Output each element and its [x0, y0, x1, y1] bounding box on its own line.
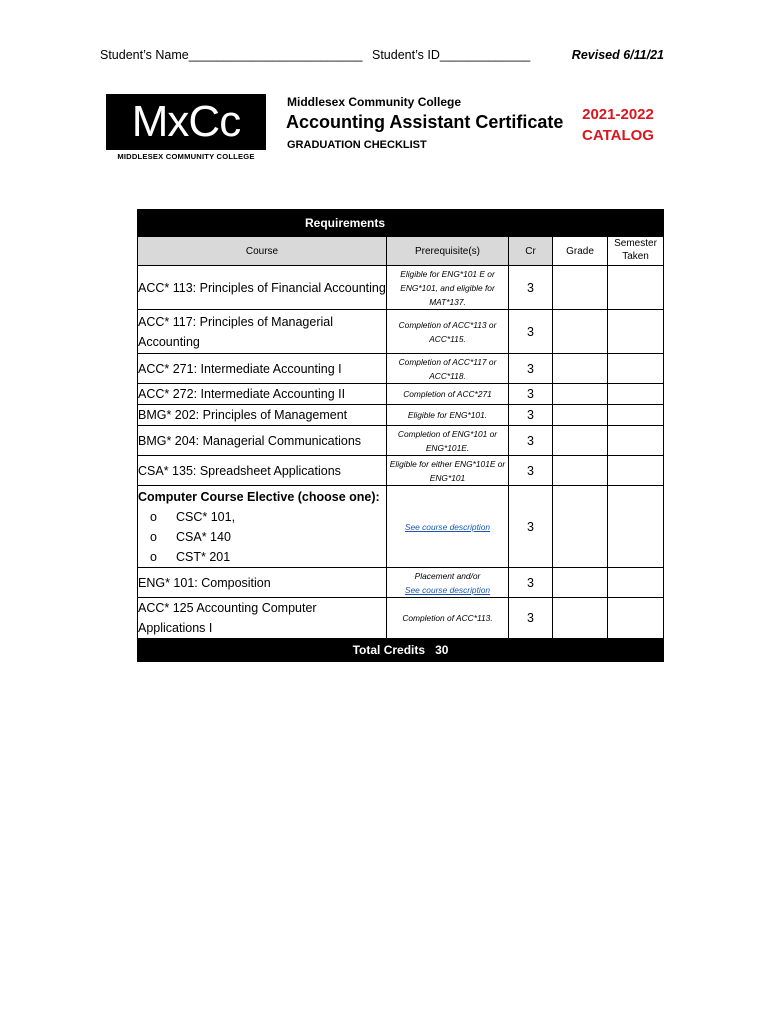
semester-cell[interactable] — [608, 598, 664, 639]
table-row — [138, 426, 664, 456]
total-credits — [138, 639, 664, 662]
grade-cell[interactable] — [553, 405, 608, 426]
course-cell: BMG* 202: Principles of Management — [138, 405, 387, 426]
prereq-cell: Eligible for either ENG*101E or ENG*101 — [387, 456, 509, 486]
course-cell: ACC* 113: Principles of Financial Accounting — [138, 266, 387, 310]
elective-option — [138, 527, 386, 547]
semester-cell[interactable] — [608, 456, 664, 486]
elective-course-cell — [138, 486, 387, 568]
credits-cell: 3 — [509, 486, 553, 568]
prereq-cell: Eligible for ENG*101 E or ENG*101, and eligible for MAT*137. — [387, 266, 509, 310]
grade-cell[interactable] — [553, 266, 608, 310]
college-logo — [106, 94, 266, 172]
col-course: Course — [138, 237, 387, 266]
credits-cell: 3 — [509, 598, 553, 639]
total-label: Total Credits — [352, 643, 426, 657]
semester-cell[interactable] — [608, 354, 664, 384]
table-row — [138, 405, 664, 426]
semester-cell[interactable] — [608, 486, 664, 568]
prereq-cell: Eligible for ENG*101. — [387, 405, 509, 426]
course-cell: ACC* 117: Principles of Managerial Accounting — [138, 310, 387, 354]
credits-cell: 3 — [509, 456, 553, 486]
table-row — [138, 266, 664, 310]
table-row — [138, 384, 664, 405]
grade-cell[interactable] — [553, 310, 608, 354]
course-cell: CSA* 135: Spreadsheet Applications — [138, 456, 387, 486]
table-row — [138, 598, 664, 639]
prereq-cell — [387, 568, 509, 598]
grade-cell[interactable] — [553, 354, 608, 384]
revised-date: Revised 6/11/21 — [571, 48, 664, 62]
elective-row — [138, 486, 664, 568]
semester-cell[interactable] — [608, 568, 664, 598]
col-credits: Cr — [509, 237, 553, 266]
col-semester: Semester Taken — [608, 237, 664, 266]
elective-option-label: CSA* 140 — [176, 529, 231, 544]
semester-cell[interactable] — [608, 405, 664, 426]
bullet-icon: o — [150, 549, 157, 564]
table-row — [138, 568, 664, 598]
prereq-cell: Completion of ACC*113. — [387, 598, 509, 639]
logo-mark: MxCc — [106, 94, 266, 150]
table-row — [138, 456, 664, 486]
requirements-table — [137, 209, 664, 662]
course-cell: ACC* 125 Accounting Computer Applications I — [138, 598, 387, 639]
course-cell: ACC* 272: Intermediate Accounting II — [138, 384, 387, 405]
student-info-line — [100, 48, 664, 66]
catalog-years: 2021-2022 — [582, 106, 654, 123]
catalog-badge — [570, 104, 666, 146]
table-row — [138, 354, 664, 384]
semester-cell[interactable] — [608, 310, 664, 354]
catalog-label: CATALOG — [582, 127, 654, 144]
total-value: 30 — [435, 643, 449, 657]
column-headers — [138, 237, 664, 266]
credits-cell: 3 — [509, 384, 553, 405]
table-row — [138, 310, 664, 354]
semester-cell[interactable] — [608, 426, 664, 456]
course-description-link[interactable]: See course description — [404, 584, 491, 595]
total-row — [138, 639, 664, 662]
student-name-field[interactable]: Student’s Name_________________________ — [100, 48, 363, 62]
credits-cell: 3 — [509, 426, 553, 456]
elective-option-label: CST* 201 — [176, 549, 231, 564]
semester-cell[interactable] — [608, 266, 664, 310]
requirements-header-right — [553, 210, 664, 237]
college-name: Middlesex Community College — [287, 95, 462, 109]
elective-option — [138, 507, 386, 527]
prereq-cell: Completion of ENG*101 or ENG*101E. — [387, 426, 509, 456]
prereq-cell: Completion of ACC*113 or ACC*115. — [387, 310, 509, 354]
checklist-subtitle: GRADUATION CHECKLIST — [287, 139, 427, 151]
credits-cell: 3 — [509, 266, 553, 310]
course-description-link[interactable]: See course description — [404, 521, 491, 532]
grade-cell[interactable] — [553, 384, 608, 405]
prereq-cell: Completion of ACC*117 or ACC*118. — [387, 354, 509, 384]
credits-cell: 3 — [509, 405, 553, 426]
grade-cell[interactable] — [553, 426, 608, 456]
bullet-icon: o — [150, 529, 157, 544]
elective-title: Computer Course Elective (choose one): — [138, 489, 380, 504]
student-id-field[interactable]: Student’s ID_____________ — [372, 48, 531, 62]
prereq-cell — [387, 486, 509, 568]
grade-cell[interactable] — [553, 486, 608, 568]
logo-text: MIDDLESEX COMMUNITY COLLEGE — [117, 152, 255, 161]
elective-option — [138, 547, 386, 567]
grade-cell[interactable] — [553, 568, 608, 598]
bullet-icon: o — [150, 509, 157, 524]
course-cell: BMG* 204: Managerial Communications — [138, 426, 387, 456]
course-cell: ACC* 271: Intermediate Accounting I — [138, 354, 387, 384]
program-title: Accounting Assistant Certificate — [286, 112, 564, 132]
grade-cell[interactable] — [553, 598, 608, 639]
col-grade: Grade — [553, 237, 608, 266]
course-cell: ENG* 101: Composition — [138, 568, 387, 598]
credits-cell: 3 — [509, 568, 553, 598]
prereq-text: Placement and/or — [414, 570, 481, 581]
requirements-header: Requirements — [138, 210, 553, 237]
credits-cell: 3 — [509, 310, 553, 354]
semester-cell[interactable] — [608, 384, 664, 405]
credits-cell: 3 — [509, 354, 553, 384]
elective-option-label: CSC* 101, — [176, 509, 236, 524]
grade-cell[interactable] — [553, 456, 608, 486]
col-prereq: Prerequisite(s) — [387, 237, 509, 266]
prereq-cell: Completion of ACC*271 — [387, 384, 509, 405]
